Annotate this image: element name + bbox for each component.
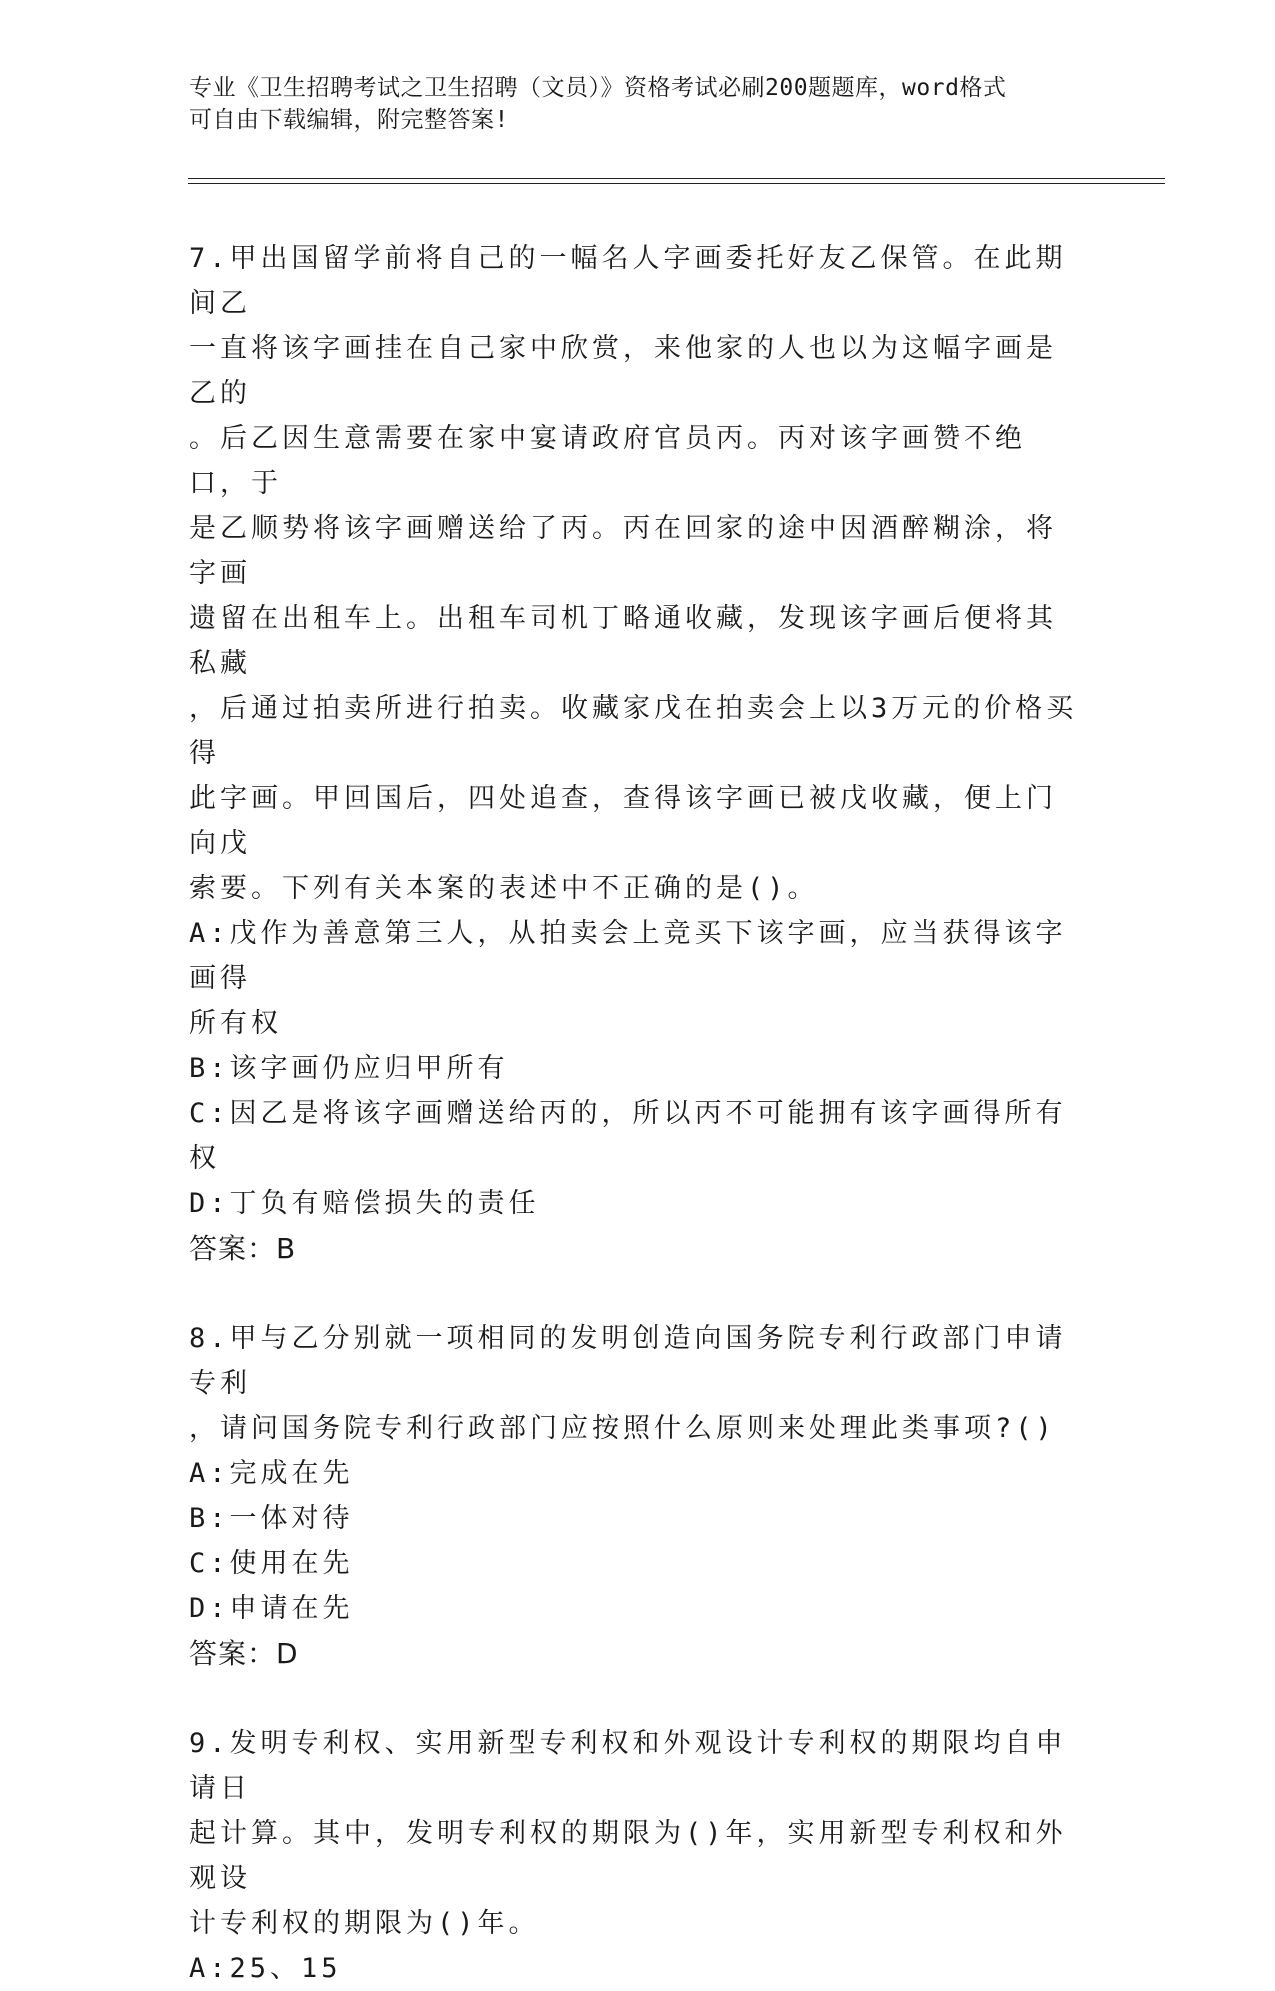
option-a: A:完成在先 — [189, 1458, 354, 1489]
question-stem-line: 是乙顺势将该字画赠送给了丙。丙在回家的途中因酒醉糊涂，将字画 — [189, 513, 1057, 589]
question-stem-line: 计专利权的期限为()年。 — [189, 1908, 540, 1939]
header-title-line-1: 专业《卫生招聘考试之卫生招聘（文员）》资格考试必刷200题题库，word格式 — [189, 75, 1007, 101]
question-stem-line: ，请问国务院专利行政部门应按照什么原则来处理此类事项?() — [189, 1413, 1056, 1444]
document-header — [189, 72, 1069, 136]
question-7 — [189, 236, 1079, 1271]
question-stem-line: 。后乙因生意需要在家中宴请政府官员丙。丙对该字画赞不绝口，于 — [189, 423, 1026, 499]
answer-label: 答案：B — [189, 1232, 297, 1265]
question-stem-line: 此字画。甲回国后，四处追查，查得该字画已被戊收藏，便上门向戊 — [189, 783, 1057, 859]
option-d: D:丁负有赔偿损失的责任 — [189, 1188, 540, 1219]
option-b: B:该字画仍应归甲所有 — [189, 1053, 509, 1084]
question-stem-line: 7.甲出国留学前将自己的一幅名人字画委托好友乙保管。在此期间乙 — [189, 243, 1067, 319]
header-divider-top — [188, 178, 1165, 179]
question-spacer — [189, 1676, 1079, 1721]
question-list — [189, 236, 1079, 1991]
question-stem-line: 一直将该字画挂在自己家中欣赏，来他家的人也以为这幅字画是乙的 — [189, 333, 1057, 409]
option-a: A:25、15 — [189, 1953, 342, 1984]
question-stem-line: 8.甲与乙分别就一项相同的发明创造向国务院专利行政部门申请专利 — [189, 1323, 1067, 1399]
option-d: D:申请在先 — [189, 1593, 354, 1624]
question-9 — [189, 1721, 1079, 1991]
question-spacer — [189, 1271, 1079, 1316]
question-stem-line: 起计算。其中，发明专利权的期限为()年，实用新型专利权和外观设 — [189, 1818, 1067, 1894]
question-stem-line: 遗留在出租车上。出租车司机丁略通收藏，发现该字画后便将其私藏 — [189, 603, 1057, 679]
question-stem-line: 索要。下列有关本案的表述中不正确的是()。 — [189, 873, 819, 904]
question-8 — [189, 1316, 1079, 1676]
header-divider-bottom — [188, 183, 1165, 184]
option-a-continued: 所有权 — [189, 1008, 282, 1039]
answer-label: 答案：D — [189, 1637, 299, 1670]
question-stem-line: ，后通过拍卖所进行拍卖。收藏家戊在拍卖会上以3万元的价格买得 — [189, 693, 1078, 769]
question-stem-line: 9.发明专利权、实用新型专利权和外观设计专利权的期限均自申请日 — [189, 1728, 1067, 1804]
option-a: A:戊作为善意第三人，从拍卖会上竞买下该字画，应当获得该字画得 — [189, 918, 1067, 994]
option-b: B:一体对待 — [189, 1503, 354, 1534]
option-c: C:使用在先 — [189, 1548, 354, 1579]
header-title-line-2: 可自由下载编辑，附完整答案! — [189, 107, 509, 133]
option-c: C:因乙是将该字画赠送给丙的，所以丙不可能拥有该字画得所有权 — [189, 1098, 1067, 1174]
